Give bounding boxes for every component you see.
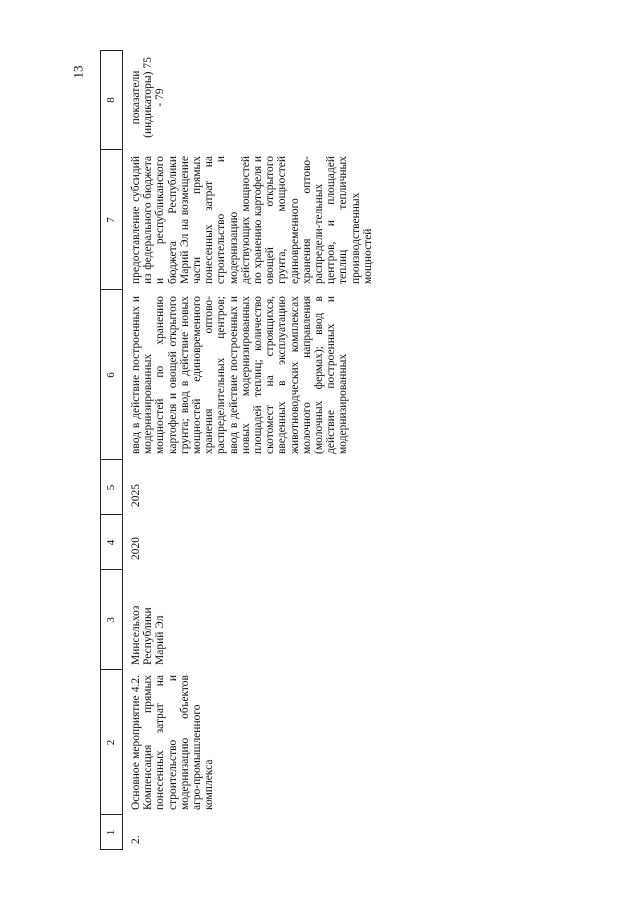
measure-description: Основное мероприятие 4.2. Компенсация прямых понесенных затрат на строительство и модернизацию объектов агро-промышленного комплекса xyxy=(130,675,216,810)
rotated-table xyxy=(100,50,530,850)
header-cell: 7 xyxy=(105,217,117,223)
header-cell: 2 xyxy=(105,739,117,746)
indicators-reference: показатели (индикаторы) 75 - 79 xyxy=(130,57,167,138)
header-cell: 1 xyxy=(105,829,117,836)
header-cell: 8 xyxy=(105,97,117,103)
executor: Минсельхоз Республики Марий Эл xyxy=(130,605,167,665)
expected-results: ввод в действие построенных и модернизированных мощностей по хранению картофеля и овощей открытого грунта; ввод в действие новых мощностей единовременного хранения оптово-распределительных центров; ввод в действие построенных и новых модернизированных площадей теплиц; количество скотомест на строящихся, введенных в эксплуатацию животноводческих комплексах молочного направления (молочных фермах); ввод в действие построенных и модернизированных xyxy=(130,296,350,454)
header-cell: 6 xyxy=(105,372,117,378)
page-number: 13 xyxy=(70,65,86,79)
header-cell: 4 xyxy=(105,539,117,546)
implementation-mechanism: предоставление субсидий из федерального бюджета и республиканского бюджета Республики Марий Эл на возмещение части прямых понесенных затрат на строительство и модернизацию действующих мощностей по хранению картофеля и овощей открытого грунта, мощностей единовременного хранения оптово-распредели-тельных центров, и площадей теплиц тепличных производственных мощностей xyxy=(130,156,374,284)
row-number: 2. xyxy=(130,835,142,844)
header-cell: 3 xyxy=(105,617,117,623)
year-end: 2025 xyxy=(130,484,142,507)
header-bottom-border xyxy=(122,50,123,850)
header-cell: 5 xyxy=(105,484,117,491)
year-start: 2020 xyxy=(130,537,142,560)
